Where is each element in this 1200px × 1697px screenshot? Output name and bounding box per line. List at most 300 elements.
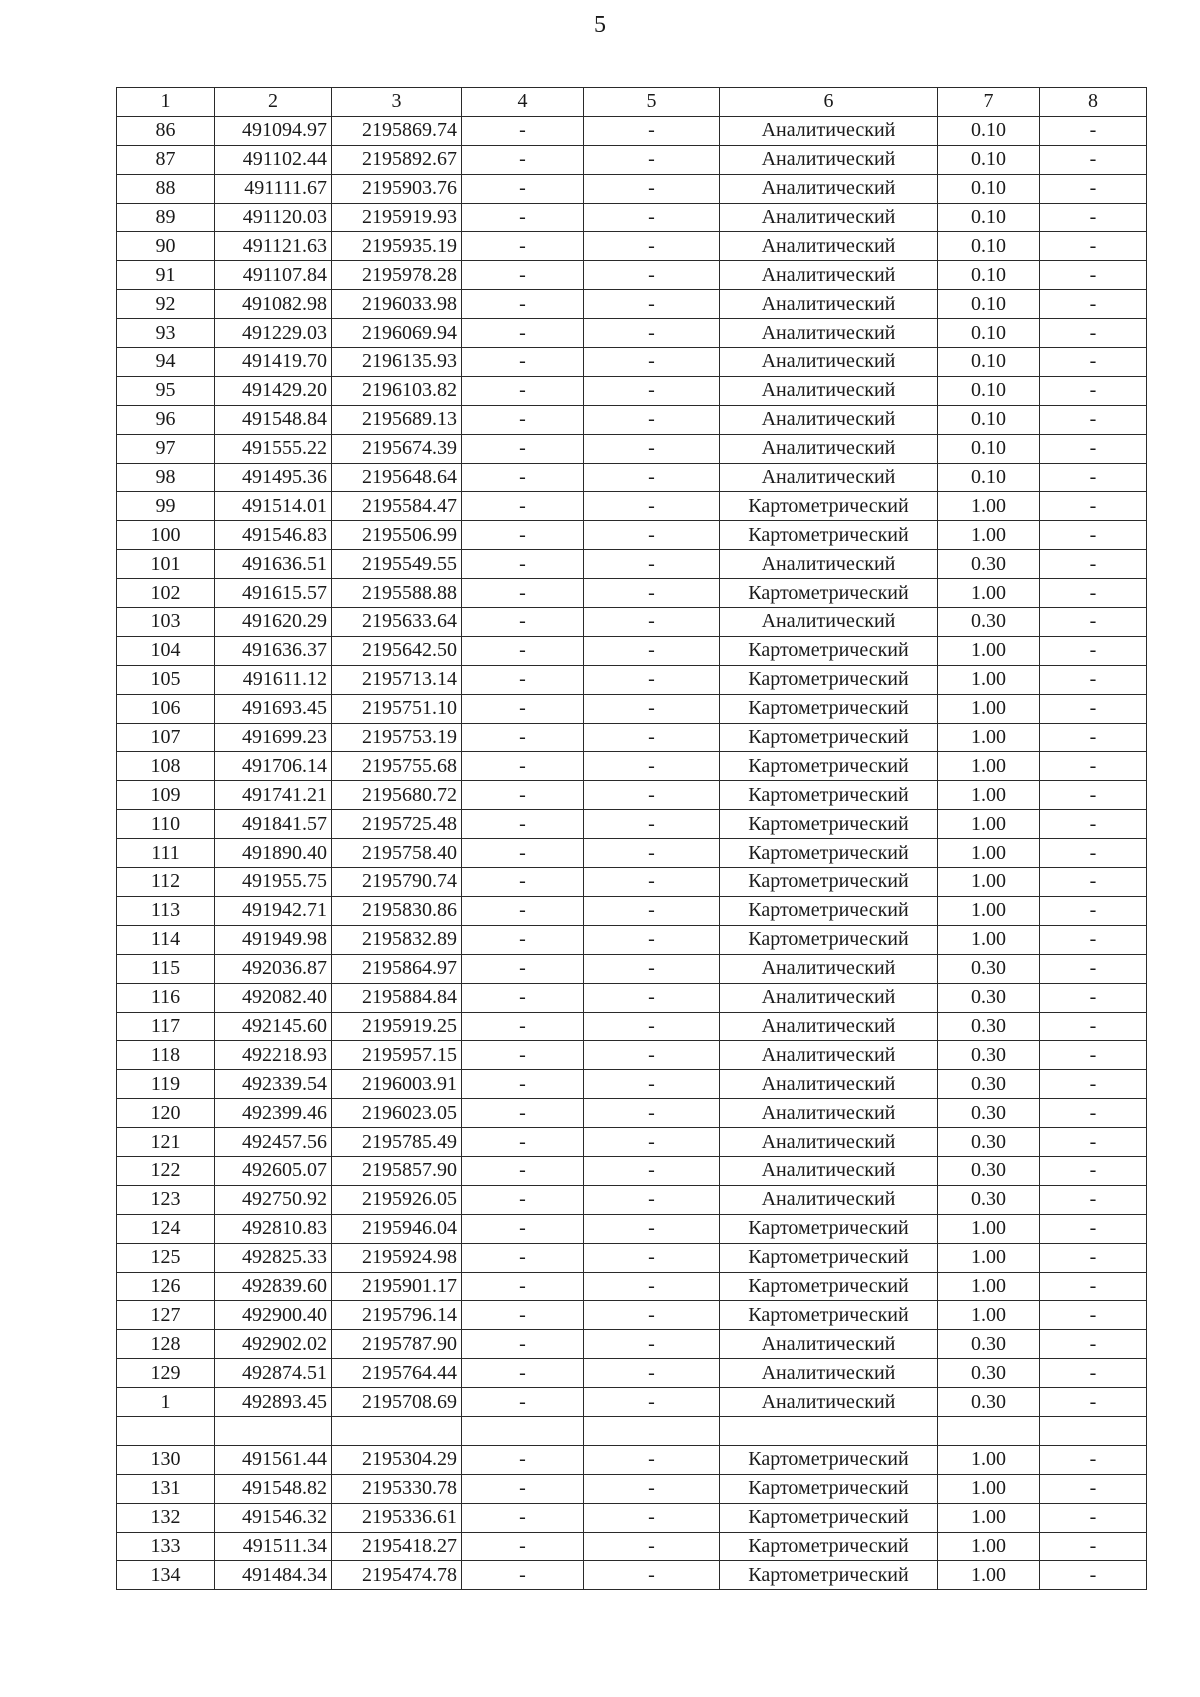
table-cell: -: [462, 1185, 584, 1214]
table-cell: Картометрический: [720, 1532, 938, 1561]
table-cell: 132: [117, 1503, 215, 1532]
table-cell: -: [1040, 1185, 1147, 1214]
table-cell: Картометрический: [720, 839, 938, 868]
table-cell: 2195785.49: [332, 1128, 462, 1157]
column-header: 7: [938, 88, 1040, 117]
table-cell: -: [462, 1532, 584, 1561]
table-cell: 0.10: [938, 232, 1040, 261]
table-cell: -: [1040, 1012, 1147, 1041]
table-cell: -: [584, 868, 720, 897]
table-cell: -: [1040, 521, 1147, 550]
table-cell: Аналитический: [720, 1330, 938, 1359]
table-cell: Аналитический: [720, 1041, 938, 1070]
table-cell: 2196003.91: [332, 1070, 462, 1099]
table-row: [117, 1416, 1147, 1445]
table-cell: -: [1040, 319, 1147, 348]
table-cell: Картометрический: [720, 579, 938, 608]
table-cell: -: [584, 145, 720, 174]
table-cell: Аналитический: [720, 954, 938, 983]
table-cell: 0.10: [938, 145, 1040, 174]
table-cell: -: [584, 1301, 720, 1330]
table-cell: -: [1040, 665, 1147, 694]
coordinates-table: [116, 87, 1147, 1590]
table-cell: -: [584, 1156, 720, 1185]
table-cell: 102: [117, 579, 215, 608]
table-cell: -: [462, 781, 584, 810]
table-cell: 0.30: [938, 1012, 1040, 1041]
table-cell: -: [462, 463, 584, 492]
table-cell: Картометрический: [720, 810, 938, 839]
table-cell: 491229.03: [215, 319, 332, 348]
table-cell: 2195725.48: [332, 810, 462, 839]
page-number: 5: [594, 12, 606, 38]
table-cell: -: [1040, 1243, 1147, 1272]
table-row: [117, 1012, 1147, 1041]
table-cell: 491120.03: [215, 203, 332, 232]
table-cell: -: [462, 868, 584, 897]
table-cell: 1.00: [938, 1214, 1040, 1243]
table-cell: 116: [117, 983, 215, 1012]
table-cell: -: [584, 1532, 720, 1561]
table-cell: -: [1040, 1445, 1147, 1474]
table-cell: -: [462, 1214, 584, 1243]
table-cell: 2195674.39: [332, 434, 462, 463]
column-header: 6: [720, 88, 938, 117]
table-cell: -: [584, 694, 720, 723]
table-cell: 492839.60: [215, 1272, 332, 1301]
table-cell: Аналитический: [720, 174, 938, 203]
table-cell: 1.00: [938, 492, 1040, 521]
table-row: [117, 116, 1147, 145]
table-cell: -: [584, 290, 720, 319]
table-cell: 119: [117, 1070, 215, 1099]
table-cell: 109: [117, 781, 215, 810]
table-cell: 492082.40: [215, 983, 332, 1012]
table-cell: -: [584, 1474, 720, 1503]
table-row: [117, 1388, 1147, 1417]
table-cell: -: [462, 434, 584, 463]
table-row: [117, 665, 1147, 694]
table-cell: 491890.40: [215, 839, 332, 868]
table-cell: 2195753.19: [332, 723, 462, 752]
table-cell: -: [584, 1272, 720, 1301]
table-cell: 491548.84: [215, 405, 332, 434]
table-cell: 2196033.98: [332, 290, 462, 319]
table-cell: 492900.40: [215, 1301, 332, 1330]
table-cell: 128: [117, 1330, 215, 1359]
table-cell: Аналитический: [720, 983, 938, 1012]
table-cell: 92: [117, 290, 215, 319]
table-cell: 2195919.93: [332, 203, 462, 232]
table-row: [117, 261, 1147, 290]
table-cell: 94: [117, 348, 215, 377]
table-cell: -: [462, 405, 584, 434]
table-cell: 126: [117, 1272, 215, 1301]
table-row: [117, 232, 1147, 261]
table-cell: 103: [117, 608, 215, 637]
table-cell: 1.00: [938, 521, 1040, 550]
table-cell: -: [584, 261, 720, 290]
table-cell: 0.30: [938, 1041, 1040, 1070]
table-cell: -: [462, 579, 584, 608]
table-cell: Картометрический: [720, 521, 938, 550]
table-cell: -: [462, 1041, 584, 1070]
table-row: [117, 723, 1147, 752]
table-cell: Аналитический: [720, 405, 938, 434]
table-cell: -: [462, 348, 584, 377]
table-cell: 130: [117, 1445, 215, 1474]
table-cell: 2195884.84: [332, 983, 462, 1012]
table-cell: 492825.33: [215, 1243, 332, 1272]
table-cell: -: [584, 1330, 720, 1359]
table-cell: Картометрический: [720, 1272, 938, 1301]
table-cell: 492036.87: [215, 954, 332, 983]
table-row: [117, 1243, 1147, 1272]
table-cell: -: [1040, 1301, 1147, 1330]
table-cell: 1.00: [938, 579, 1040, 608]
table-cell: 118: [117, 1041, 215, 1070]
table-cell: Аналитический: [720, 1359, 938, 1388]
table-row: [117, 521, 1147, 550]
table-cell: 2195708.69: [332, 1388, 462, 1417]
table-cell: -: [1040, 261, 1147, 290]
table-row: [117, 1099, 1147, 1128]
table-cell: 88: [117, 174, 215, 203]
table-cell: 2195978.28: [332, 261, 462, 290]
table-cell: -: [462, 145, 584, 174]
table-cell: -: [1040, 232, 1147, 261]
table-cell: 491546.32: [215, 1503, 332, 1532]
table-row: [117, 925, 1147, 954]
table-cell: 2196023.05: [332, 1099, 462, 1128]
table-cell: -: [584, 1243, 720, 1272]
table-row: [117, 1532, 1147, 1561]
table-cell: -: [462, 1243, 584, 1272]
table-row: [117, 1503, 1147, 1532]
table-cell: 1: [117, 1388, 215, 1417]
table-cell: Аналитический: [720, 348, 938, 377]
table-cell: 87: [117, 145, 215, 174]
table-cell: -: [462, 1156, 584, 1185]
table-cell: -: [462, 1388, 584, 1417]
table-cell: 0.10: [938, 261, 1040, 290]
table-cell: 111: [117, 839, 215, 868]
table-cell: Аналитический: [720, 1185, 938, 1214]
table-cell: -: [1040, 203, 1147, 232]
table-cell: -: [462, 116, 584, 145]
table-row: [117, 1330, 1147, 1359]
table-cell: 2195713.14: [332, 665, 462, 694]
table-cell: Картометрический: [720, 694, 938, 723]
table-cell: -: [1040, 868, 1147, 897]
table-row: [117, 839, 1147, 868]
table-cell: Картометрический: [720, 1503, 938, 1532]
table-cell: 491693.45: [215, 694, 332, 723]
table-cell: -: [584, 1561, 720, 1590]
table-cell: 491111.67: [215, 174, 332, 203]
table-cell: 492218.93: [215, 1041, 332, 1070]
table-cell: 2196135.93: [332, 348, 462, 377]
table-cell: -: [462, 1272, 584, 1301]
table-cell: 492145.60: [215, 1012, 332, 1041]
column-header: 4: [462, 88, 584, 117]
table-cell: -: [1040, 1070, 1147, 1099]
table-cell: 0.10: [938, 348, 1040, 377]
table-cell: -: [462, 1474, 584, 1503]
table-cell: -: [584, 1359, 720, 1388]
table-cell: 2195830.86: [332, 896, 462, 925]
table-cell: 0.30: [938, 1070, 1040, 1099]
table-cell: 492893.45: [215, 1388, 332, 1417]
table-cell: -: [1040, 348, 1147, 377]
table-cell: 0.10: [938, 463, 1040, 492]
table-cell: 0.30: [938, 954, 1040, 983]
table-cell: 0.30: [938, 1156, 1040, 1185]
table-row: [117, 810, 1147, 839]
table-cell: -: [462, 1359, 584, 1388]
table-cell: 2195330.78: [332, 1474, 462, 1503]
table-row: [117, 550, 1147, 579]
column-header: 3: [332, 88, 462, 117]
table-cell: -: [1040, 116, 1147, 145]
table-row: [117, 1301, 1147, 1330]
table-cell: 0.30: [938, 983, 1040, 1012]
table-cell: 100: [117, 521, 215, 550]
table-cell: [720, 1416, 938, 1445]
table-row: [117, 752, 1147, 781]
table-cell: -: [584, 925, 720, 954]
table-cell: Аналитический: [720, 290, 938, 319]
table-cell: 492810.83: [215, 1214, 332, 1243]
table-cell: 491094.97: [215, 116, 332, 145]
table-cell: -: [462, 608, 584, 637]
table-cell: 491949.98: [215, 925, 332, 954]
table-cell: 1.00: [938, 694, 1040, 723]
table-cell: 98: [117, 463, 215, 492]
table-cell: Картометрический: [720, 665, 938, 694]
table-cell: Аналитический: [720, 319, 938, 348]
table-cell: -: [462, 232, 584, 261]
table-cell: 96: [117, 405, 215, 434]
table-cell: -: [1040, 925, 1147, 954]
table-cell: 491615.57: [215, 579, 332, 608]
table-cell: 2195584.47: [332, 492, 462, 521]
table-cell: 108: [117, 752, 215, 781]
table-cell: 2195796.14: [332, 1301, 462, 1330]
table-row: [117, 1070, 1147, 1099]
table-cell: 2195926.05: [332, 1185, 462, 1214]
table-row: [117, 1214, 1147, 1243]
table-cell: 1.00: [938, 925, 1040, 954]
table-cell: Аналитический: [720, 1099, 938, 1128]
table-cell: -: [462, 1012, 584, 1041]
table-cell: Аналитический: [720, 1012, 938, 1041]
table-cell: 1.00: [938, 1561, 1040, 1590]
table-row: [117, 896, 1147, 925]
table-cell: 2195588.88: [332, 579, 462, 608]
table-cell: 2195946.04: [332, 1214, 462, 1243]
table-row: [117, 983, 1147, 1012]
table-cell: -: [584, 232, 720, 261]
table-cell: -: [1040, 983, 1147, 1012]
table-cell: 491484.34: [215, 1561, 332, 1590]
table-cell: -: [584, 348, 720, 377]
table-cell: -: [1040, 954, 1147, 983]
table-cell: 491419.70: [215, 348, 332, 377]
table-cell: 2195935.19: [332, 232, 462, 261]
table-cell: -: [462, 203, 584, 232]
table-cell: -: [1040, 405, 1147, 434]
table-cell: 2195758.40: [332, 839, 462, 868]
table-row: [117, 203, 1147, 232]
table-cell: -: [1040, 1503, 1147, 1532]
table-cell: 2195903.76: [332, 174, 462, 203]
table-cell: -: [462, 290, 584, 319]
table-cell: -: [1040, 145, 1147, 174]
table-cell: -: [462, 1330, 584, 1359]
table-cell: 2195648.64: [332, 463, 462, 492]
table-cell: -: [1040, 1561, 1147, 1590]
table-cell: 491514.01: [215, 492, 332, 521]
table-row: [117, 954, 1147, 983]
table-cell: 491102.44: [215, 145, 332, 174]
table-cell: -: [584, 636, 720, 665]
table-cell: -: [462, 319, 584, 348]
table-cell: 2195680.72: [332, 781, 462, 810]
table-row: [117, 1185, 1147, 1214]
table-cell: 491741.21: [215, 781, 332, 810]
table-cell: -: [1040, 1359, 1147, 1388]
table-cell: Картометрический: [720, 1561, 938, 1590]
table-cell: -: [1040, 723, 1147, 752]
table-cell: [938, 1416, 1040, 1445]
table-cell: Аналитический: [720, 232, 938, 261]
table-cell: 2195869.74: [332, 116, 462, 145]
table-cell: -: [1040, 810, 1147, 839]
table-cell: 0.10: [938, 174, 1040, 203]
table-cell: 0.30: [938, 1359, 1040, 1388]
table-cell: -: [462, 1561, 584, 1590]
column-header: 1: [117, 88, 215, 117]
table-cell: Картометрический: [720, 925, 938, 954]
table-cell: 127: [117, 1301, 215, 1330]
table-cell: 0.30: [938, 550, 1040, 579]
table-cell: Аналитический: [720, 1156, 938, 1185]
table-cell: -: [584, 723, 720, 752]
table-cell: 93: [117, 319, 215, 348]
table-cell: 491620.29: [215, 608, 332, 637]
table-cell: -: [462, 636, 584, 665]
table-cell: 95: [117, 376, 215, 405]
column-header: 5: [584, 88, 720, 117]
column-header: 2: [215, 88, 332, 117]
table-cell: -: [462, 261, 584, 290]
table-cell: -: [1040, 752, 1147, 781]
table-cell: 1.00: [938, 1503, 1040, 1532]
table-cell: Картометрический: [720, 1243, 938, 1272]
table-cell: -: [584, 781, 720, 810]
table-cell: -: [584, 810, 720, 839]
table-cell: [1040, 1416, 1147, 1445]
table-header-row: [117, 88, 1147, 117]
table-cell: -: [584, 1041, 720, 1070]
table-cell: 1.00: [938, 1272, 1040, 1301]
table-cell: 492902.02: [215, 1330, 332, 1359]
table-cell: 125: [117, 1243, 215, 1272]
table-cell: -: [1040, 290, 1147, 319]
table-cell: -: [584, 319, 720, 348]
table-cell: -: [1040, 1128, 1147, 1157]
table-cell: 2195642.50: [332, 636, 462, 665]
table-cell: Картометрический: [720, 1445, 938, 1474]
table-cell: [462, 1416, 584, 1445]
table-cell: -: [584, 1012, 720, 1041]
table-cell: -: [584, 405, 720, 434]
table-cell: 0.30: [938, 1388, 1040, 1417]
table-cell: -: [584, 463, 720, 492]
table-cell: -: [462, 550, 584, 579]
table-row: [117, 463, 1147, 492]
table-cell: 2195418.27: [332, 1532, 462, 1561]
table-cell: 0.10: [938, 434, 1040, 463]
table-row: [117, 1474, 1147, 1503]
table-cell: 0.10: [938, 290, 1040, 319]
table-cell: [332, 1416, 462, 1445]
table-cell: 491107.84: [215, 261, 332, 290]
table-cell: -: [462, 174, 584, 203]
table-row: [117, 319, 1147, 348]
table-cell: 0.30: [938, 1330, 1040, 1359]
table-cell: -: [462, 521, 584, 550]
table-cell: 1.00: [938, 781, 1040, 810]
table-cell: Аналитический: [720, 203, 938, 232]
table-cell: Аналитический: [720, 1128, 938, 1157]
table-cell: 1.00: [938, 723, 1040, 752]
table-cell: 491561.44: [215, 1445, 332, 1474]
table-cell: -: [584, 579, 720, 608]
table-cell: Картометрический: [720, 896, 938, 925]
table-cell: -: [462, 1503, 584, 1532]
table-cell: -: [584, 752, 720, 781]
table-cell: 105: [117, 665, 215, 694]
table-cell: 133: [117, 1532, 215, 1561]
table-cell: 113: [117, 896, 215, 925]
table-cell: Аналитический: [720, 608, 938, 637]
table-cell: 491841.57: [215, 810, 332, 839]
table-cell: -: [584, 608, 720, 637]
table-row: [117, 781, 1147, 810]
table-cell: 1.00: [938, 810, 1040, 839]
table-row: [117, 1272, 1147, 1301]
table-cell: -: [462, 1099, 584, 1128]
table-cell: 90: [117, 232, 215, 261]
table-cell: 1.00: [938, 868, 1040, 897]
table-cell: 2195689.13: [332, 405, 462, 434]
table-cell: -: [584, 1503, 720, 1532]
table-cell: 491548.82: [215, 1474, 332, 1503]
table-cell: -: [462, 665, 584, 694]
table-cell: 123: [117, 1185, 215, 1214]
table-cell: Аналитический: [720, 116, 938, 145]
table-cell: 0.10: [938, 405, 1040, 434]
table-cell: -: [584, 1070, 720, 1099]
table-cell: 97: [117, 434, 215, 463]
table-cell: Аналитический: [720, 434, 938, 463]
table-cell: 120: [117, 1099, 215, 1128]
table-row: [117, 1041, 1147, 1070]
table-cell: -: [584, 174, 720, 203]
table-cell: 2195892.67: [332, 145, 462, 174]
